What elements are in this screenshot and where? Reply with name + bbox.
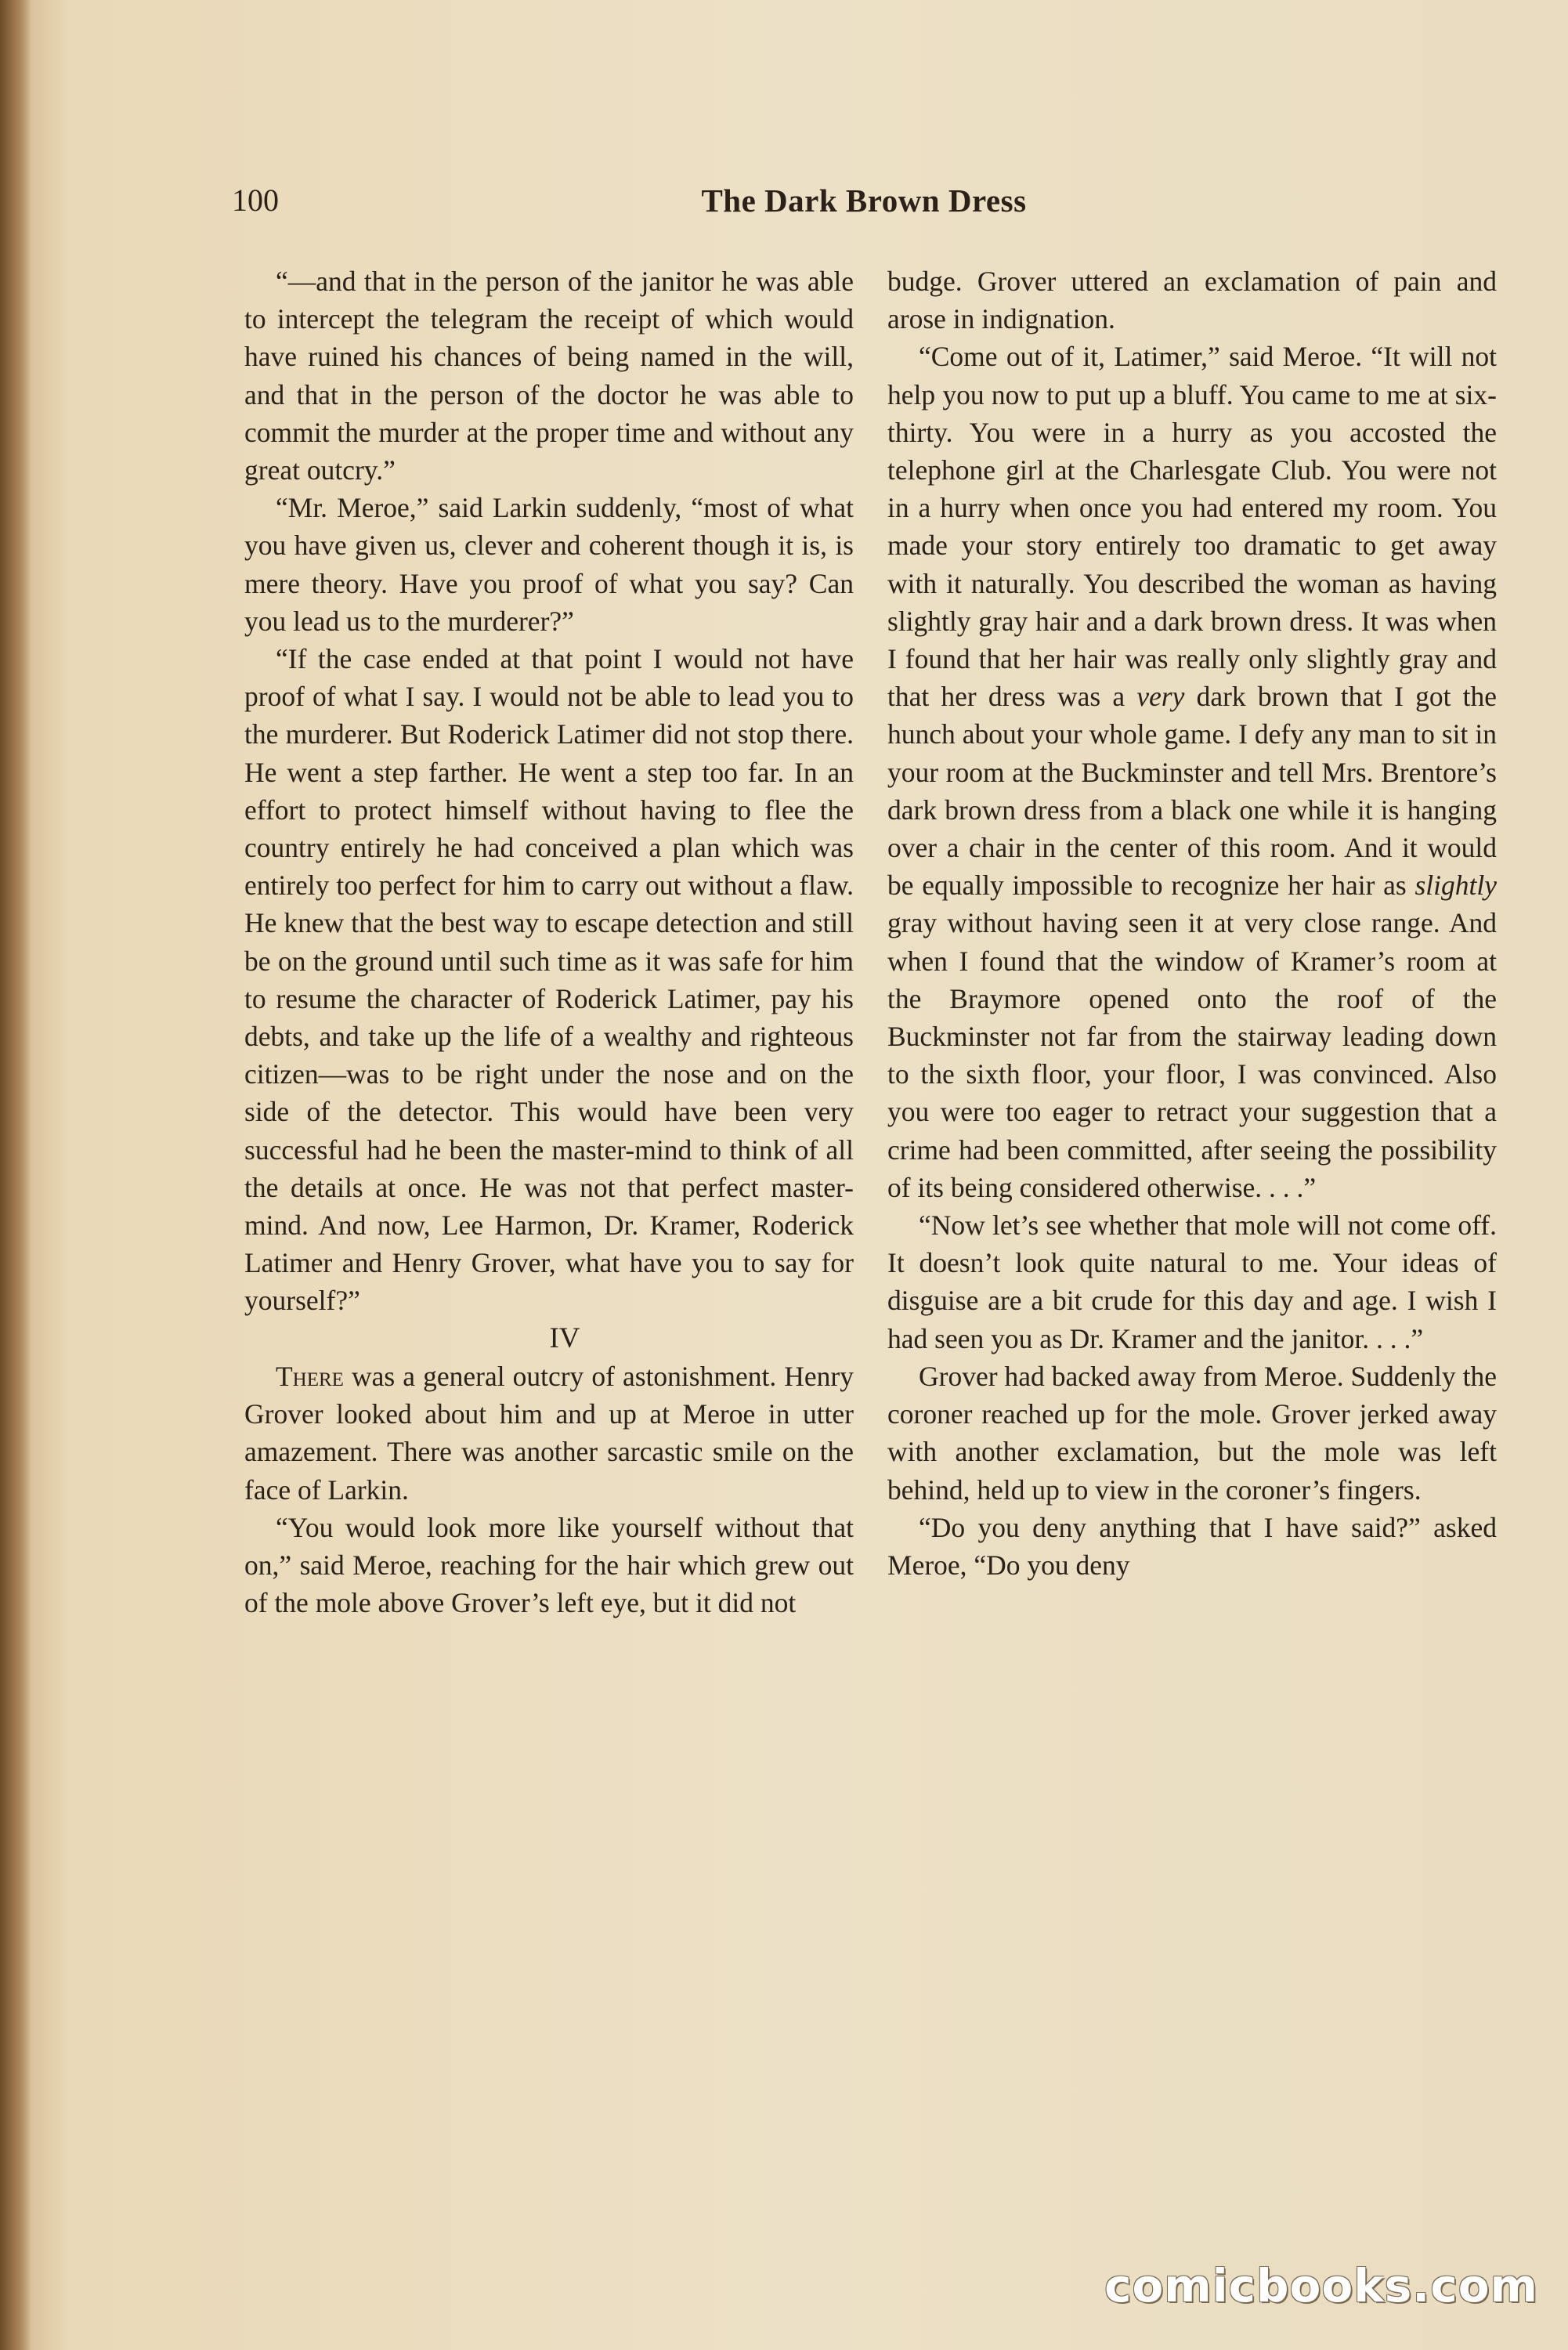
paragraph: “—and that in the person of the janitor he was able to intercept the telegram the receipt of which would have ruined his chances of being named in the will, and that in the person of the doctor he was able to commit the murder at the proper time and without any great outcry.”	[244, 266, 854, 486]
watermark: comicbooks.com	[1104, 2259, 1538, 2312]
paragraph-text: dark brown that I got the hunch about your whole game. I defy any man to sit in your room at the Buckminster and tell Mrs. Brentore’s dark brown dress from a black one while it is hanging over a chair in the center of this room. And it would be equally impossible to recognize her hair as	[887, 681, 1497, 902]
paragraph-text: gray without having seen it at very close range. And when I found that the window of Kramer’s room at the Braymore opened onto the roof of the Buckminster not far from the stairway leading down to the sixth floor, your floor, I was convinced. Also you were too eager to retract your suggestion that a crime had been committed, after seeing the possibility of its being considered otherwise. . . .”	[887, 907, 1497, 1203]
lead-word: There	[276, 1360, 344, 1392]
left-column	[244, 262, 854, 1622]
paragraph: budge. Grover uttered an exclamation of pain and arose in indignation.	[887, 266, 1497, 335]
paragraph: “Do you deny anything that I have said?” asked Meroe, “Do you deny	[887, 1511, 1497, 1581]
right-column	[887, 262, 1497, 1584]
paragraph	[887, 338, 1497, 1206]
paragraph: Grover had backed away from Meroe. Suddenly the coroner reached up for the mole. Grover jerked away with another exclamation, but the mole was left behind, held up to view in the coroner’s fingers.	[887, 1360, 1497, 1506]
paragraph: “If the case ended at that point I would not have proof of what I say. I would not be able to lead you to the murderer. But Roderick Latimer did not stop there. He went a step farther. He went a step too far. In an effort to protect himself without having to flee the country entirely he had conceived a plan which was entirely too perfect for him to carry out without a flaw. He knew that the best way to escape detection and still be on the ground until such time as it was safe for him to resume the character of Roderick Latimer, pay his debts, and take up the life of a wealthy and righteous citizen—was to be right under the nose and on the side of the detector. This would have been very successful had he been the master-mind to think of all the details at once. He was not that perfect master-mind. And now, Lee Harmon, Dr. Kramer, Roderick Latimer and Henry Grover, what have you to say for yourself?”	[244, 643, 854, 1317]
emphasis: slightly	[1414, 870, 1497, 902]
page-number: 100	[232, 183, 279, 218]
running-title: The Dark Brown Dress	[701, 183, 1027, 219]
page-header	[232, 182, 1496, 229]
paragraph: “You would look more like yourself without that on,” said Meroe, reaching for the hair which grew out of the mole above Grover’s left eye, but it did not	[244, 1511, 854, 1619]
book-spine-shadow	[0, 0, 31, 2350]
paragraph-text: was a general outcry of astonishment. Henry Grover looked about him and up at Meroe in utter amazement. There was another sarcastic smile on the face of Larkin.	[244, 1360, 854, 1506]
section-heading: IV	[549, 1321, 580, 1354]
emphasis: very	[1136, 681, 1185, 713]
paragraph	[244, 1358, 854, 1509]
paragraph: “Now let’s see whether that mole will not come off. It doesn’t look quite natural to me. Your ideas of disguise are a bit crude for this day and age. I wish I had seen you as Dr. Kramer and the janitor. . . .”	[887, 1209, 1497, 1354]
paragraph-text: “Come out of it, Latimer,” said Meroe. “It will not help you now to put up a bluff. You came to me at six-thirty. You were in a hurry as you accosted the telephone girl at the Charlesgate Club. You were not in a hurry when once you had entered my room. You made your story entirely too dramatic to get away with it naturally. You described the woman as having slightly gray hair and a dark brown dress. It was when I found that her hair was really only slightly gray and that her dress was a	[887, 341, 1497, 713]
paragraph: “Mr. Meroe,” said Larkin suddenly, “most of what you have given us, clever and coherent though it is, is mere theory. Have you proof of what you say? Can you lead us to the murderer?”	[244, 492, 854, 637]
